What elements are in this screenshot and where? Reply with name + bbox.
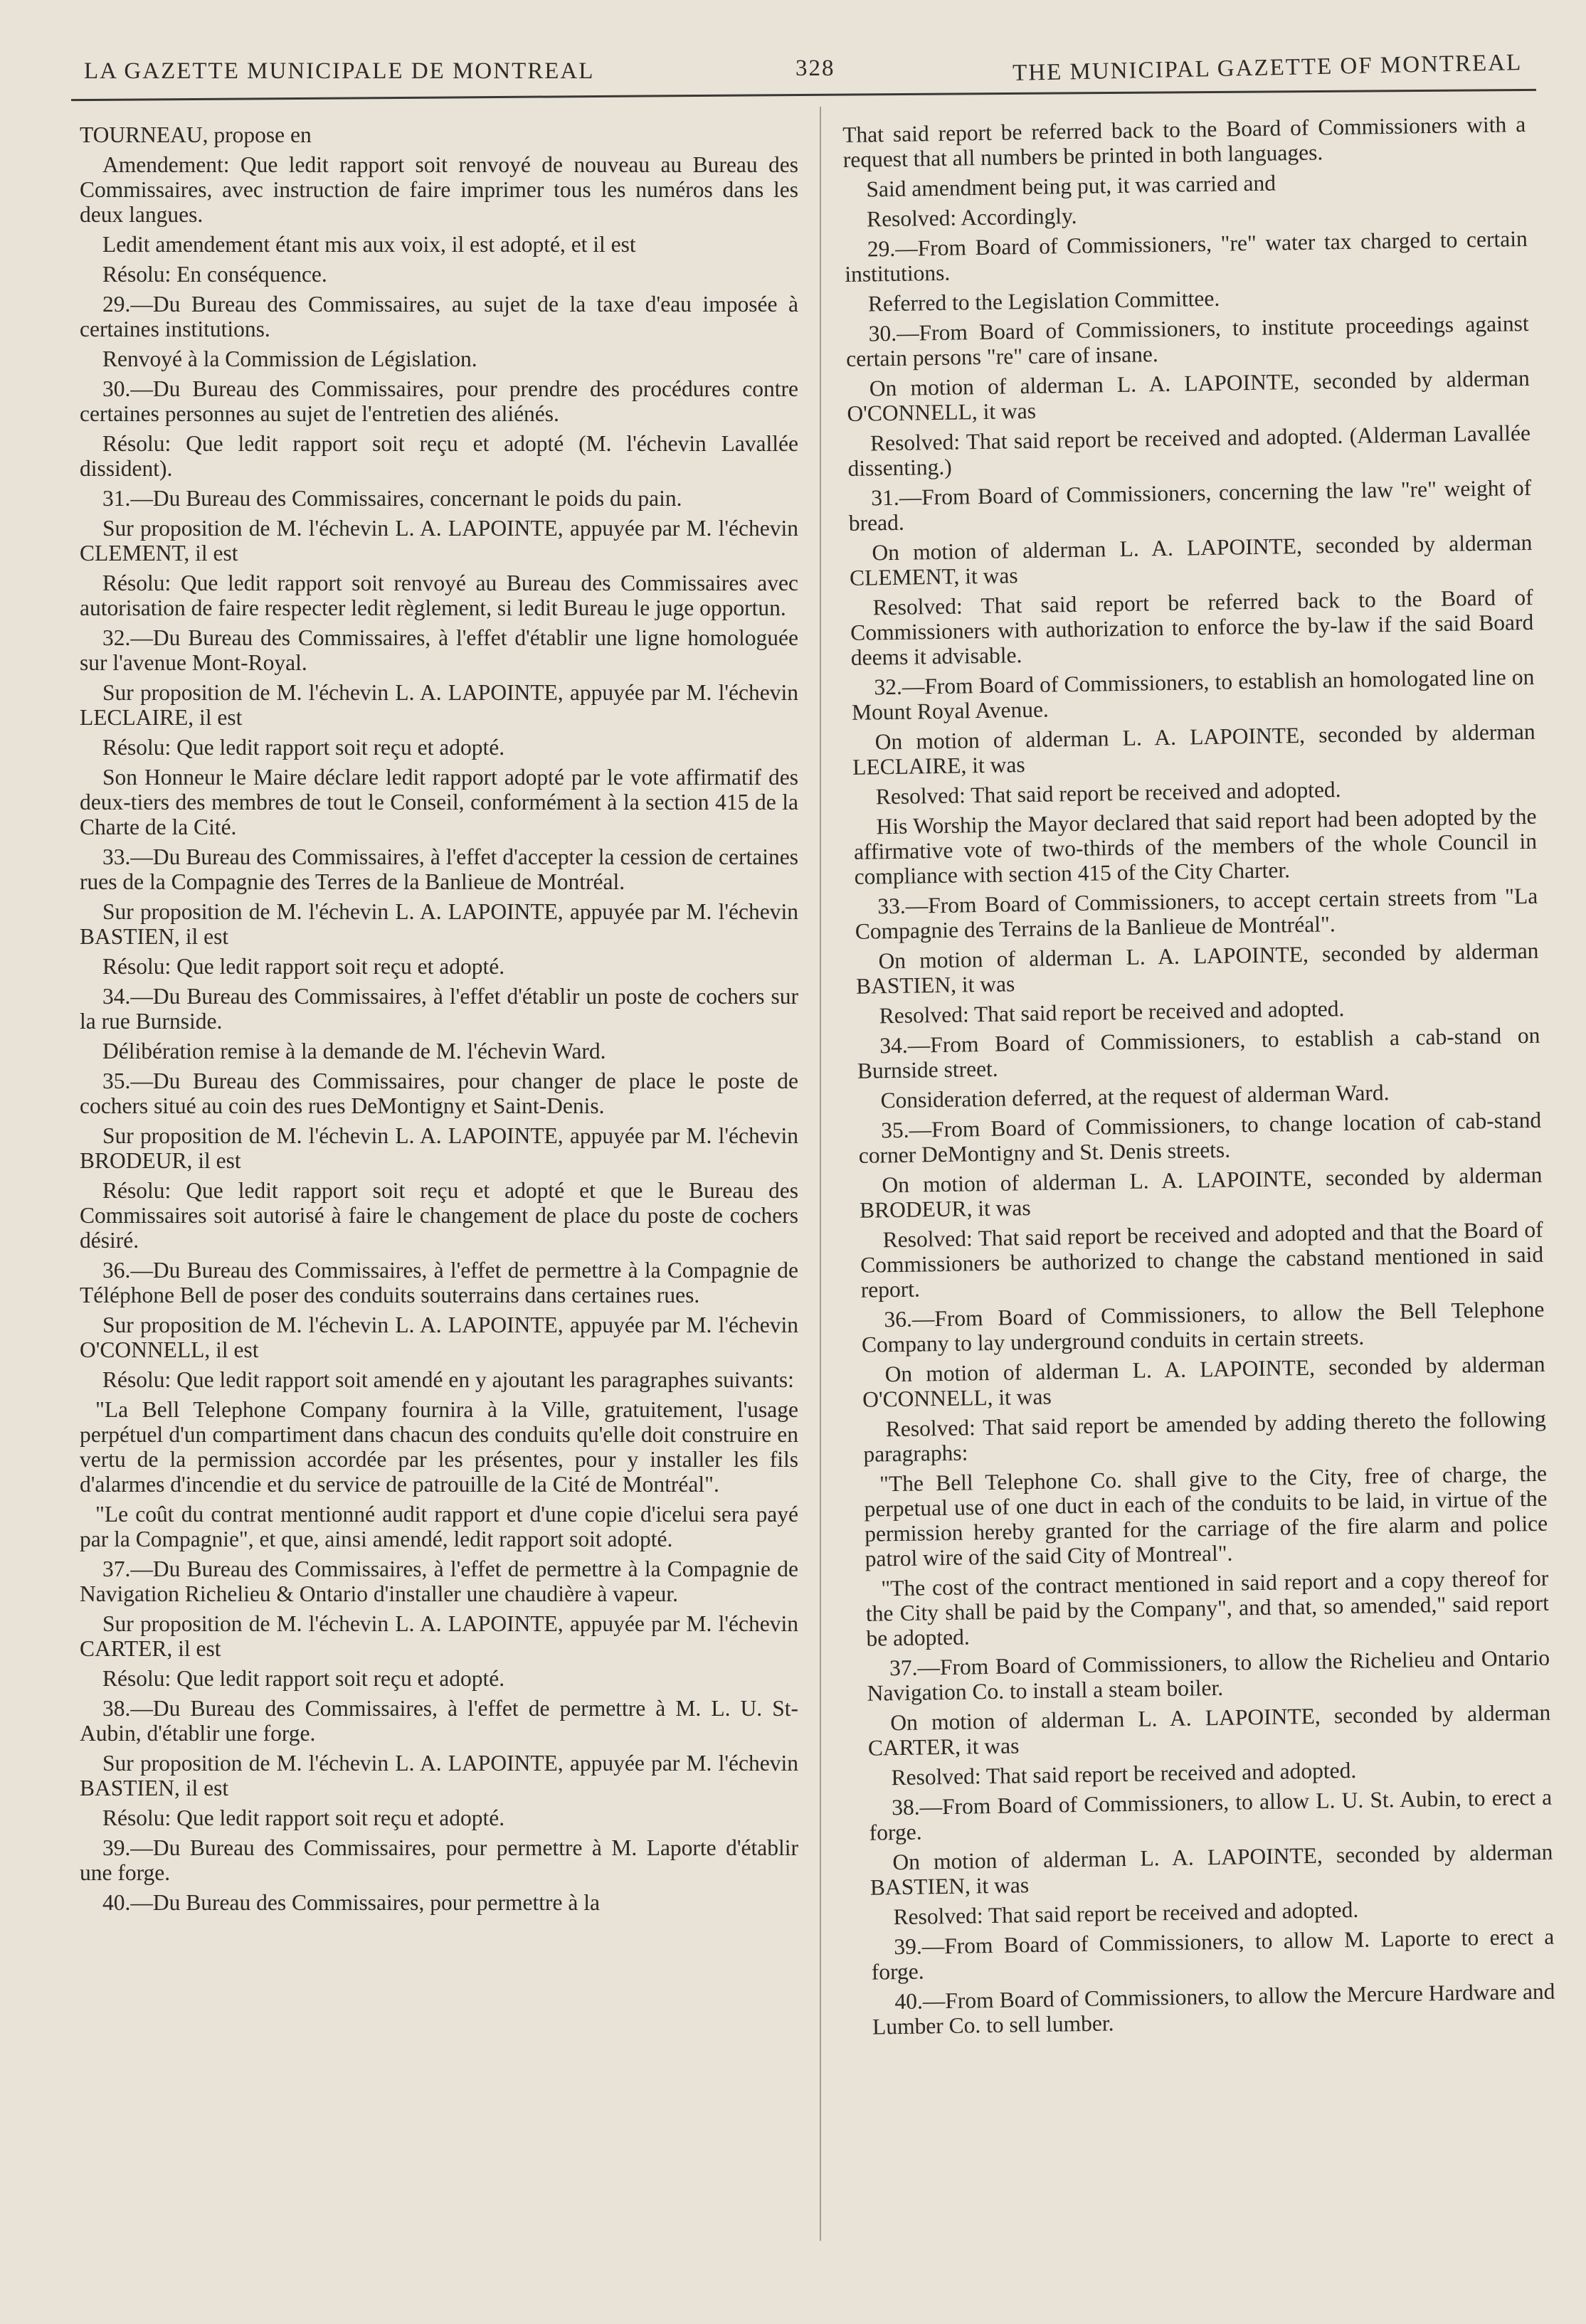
column-divider bbox=[820, 107, 821, 2241]
english-paragraph: Resolved: That said report be amended by adding thereto the following paragraphs: bbox=[863, 1406, 1547, 1467]
french-paragraph: Sur proposition de M. l'échevin L. A. LAPOINTE, appuyée par M. l'échevin BASTIEN, il est bbox=[80, 1751, 798, 1800]
english-paragraph: "The Bell Telephone Co. shall give to the City, free of charge, the perpetual use of one duct in each of the conduits to be laid, in virtue of the permission hereby granted for the carriage of the fire alarm and police patrol wire of the said City of Montreal". bbox=[864, 1460, 1548, 1571]
french-paragraph: Résolu: Que ledit rapport soit reçu et adopté. bbox=[102, 735, 505, 760]
french-paragraph: 39.—Du Bureau des Commissaires, pour permettre à M. Laporte d'établir une forge. bbox=[80, 1835, 798, 1885]
french-paragraph: Résolu: Que ledit rapport soit amendé en y ajoutant les paragraphes suivants: bbox=[102, 1367, 794, 1392]
english-paragraph: On motion of alderman L. A. LAPOINTE, seconded by alderman BASTIEN, it was bbox=[869, 1839, 1553, 1900]
english-paragraph: 40.—From Board of Commissioners, to allow the Mercure Hardware and Lumber Co. to sell lumber. bbox=[872, 1978, 1555, 2039]
english-paragraph: Resolved: Accordingly. bbox=[866, 203, 1077, 232]
french-paragraph: Résolu: En conséquence. bbox=[102, 262, 327, 287]
english-paragraph: Resolved: That said report be received and adopted. bbox=[893, 1896, 1359, 1930]
english-paragraph: Consideration deferred, at the request of alderman Ward. bbox=[880, 1080, 1390, 1113]
english-paragraph: On motion of alderman L. A. LAPOINTE, seconded by alderman CLEMENT, it was bbox=[849, 529, 1533, 590]
header-title-english: THE MUNICIPAL GAZETTE OF MONTREAL bbox=[1012, 50, 1523, 86]
french-column bbox=[80, 122, 798, 1920]
french-paragraph: "Le coût du contrat mentionné audit rapport et d'une copie d'icelui sera payé par la Compagnie", et que, ainsi amendé, ledit rapport soit adopté. bbox=[80, 1502, 798, 1551]
english-paragraph: 32.—From Board of Commissioners, to establish an homologated line on Mount Royal Avenue. bbox=[851, 664, 1535, 725]
french-paragraph: Résolu: Que ledit rapport soit reçu et adopté (M. l'échevin Lavallée dissident). bbox=[80, 431, 798, 481]
french-paragraph: 37.—Du Bureau des Commissaires, à l'effet de permettre à la Compagnie de Navigation Richelieu & Ontario d'installer une chaudière à vapeur. bbox=[80, 1556, 798, 1606]
english-paragraph: 37.—From Board of Commissioners, to allow the Richelieu and Ontario Navigation Co. to install a steam boiler. bbox=[867, 1645, 1550, 1706]
french-paragraph: Sur proposition de M. l'échevin L. A. LAPOINTE, appuyée par M. l'échevin BASTIEN, il est bbox=[80, 899, 798, 949]
english-paragraph: 29.—From Board of Commissioners, "re" water tax charged to certain institutions. bbox=[845, 225, 1528, 287]
french-paragraph: Amendement: Que ledit rapport soit renvoyé de nouveau au Bureau des Commissaires, avec instruction de faire imprimer tous les numéros dans les deux langues. bbox=[80, 152, 798, 227]
french-paragraph: Sur proposition de M. l'échevin L. A. LAPOINTE, appuyée par M. l'échevin BRODEUR, il est bbox=[80, 1123, 798, 1173]
english-paragraph: Resolved: That said report be received and adopted. bbox=[875, 777, 1341, 810]
french-paragraph: TOURNEAU, propose en bbox=[80, 122, 312, 147]
french-paragraph: 38.—Du Bureau des Commissaires, à l'effet de permettre à M. L. U. St-Aubin, d'établir une forge. bbox=[80, 1696, 798, 1746]
french-paragraph: Sur proposition de M. l'échevin L. A. LAPOINTE, appuyée par M. l'échevin O'CONNELL, il est bbox=[80, 1312, 798, 1362]
english-paragraph: On motion of alderman L. A. LAPOINTE, seconded by alderman O'CONNELL, it was bbox=[847, 365, 1531, 426]
english-paragraph: 36.—From Board of Commissioners, to allow the Bell Telephone Company to lay underground conduits in certain streets. bbox=[861, 1296, 1545, 1357]
french-paragraph: Son Honneur le Maire déclare ledit rapport adopté par le vote affirmatif des deux-tiers des membres de tout le Conseil, conformément à la section 415 de la Charte de la Cité. bbox=[80, 765, 798, 839]
french-paragraph: 29.—Du Bureau des Commissaires, au sujet de la taxe d'eau imposée à certaines institutions. bbox=[80, 292, 798, 341]
header-rule bbox=[71, 89, 1536, 101]
french-paragraph: Sur proposition de M. l'échevin L. A. LAPOINTE, appuyée par M. l'échevin LECLAIRE, il est bbox=[80, 680, 798, 730]
english-paragraph: On motion of alderman L. A. LAPOINTE, seconded by alderman BRODEUR, it was bbox=[859, 1162, 1543, 1223]
english-paragraph: That said report be referred back to the Board of Commissioners with a request that all numbers be printed in both languages. bbox=[842, 111, 1526, 172]
english-paragraph: 38.—From Board of Commissioners, to allow L. U. St. Aubin, to erect a forge. bbox=[869, 1784, 1553, 1845]
french-paragraph: 36.—Du Bureau des Commissaires, à l'effet de permettre à la Compagnie de Téléphone Bell de poser des conduits souterrains dans certaines rues. bbox=[80, 1258, 798, 1307]
french-paragraph: 35.—Du Bureau des Commissaires, pour changer de place le poste de cochers situé au coin des rues DeMontigny et Saint-Denis. bbox=[80, 1068, 798, 1118]
french-paragraph: 31.—Du Bureau des Commissaires, concernant le poids du pain. bbox=[102, 486, 682, 511]
header-title-french: LA GAZETTE MUNICIPALE DE MONTREAL bbox=[84, 58, 595, 84]
french-paragraph: "La Bell Telephone Company fournira à la Ville, gratuitement, l'usage perpétuel d'un compartiment dans chacun des conduits qu'elle doit construire en vertu de la permission accordée par les présentes, pour y installer les fils d'alarmes d'incendie et du service de patrouille de la Cité de Montréal". bbox=[80, 1397, 798, 1497]
french-paragraph: Résolu: Que ledit rapport soit reçu et adopté. bbox=[102, 1805, 505, 1830]
english-paragraph: 35.—From Board of Commissioners, to change location of cab-stand corner DeMontigny and St. Denis streets. bbox=[858, 1107, 1542, 1168]
french-paragraph: 40.—Du Bureau des Commissaires, pour permettre à la bbox=[102, 1890, 600, 1915]
english-paragraph: "The cost of the contract mentioned in said report and a copy thereof for the City shall be paid by the Company", and that, so amended," said report be adopted. bbox=[865, 1565, 1550, 1651]
french-paragraph: Résolu: Que ledit rapport soit renvoyé au Bureau des Commissaires avec autorisation de faire respecter ledit règlement, si ledit Bureau le juge opportun. bbox=[80, 571, 798, 620]
english-paragraph: On motion of alderman L. A. LAPOINTE, seconded by alderman BASTIEN, it was bbox=[855, 938, 1539, 999]
english-paragraph: On motion of alderman L. A. LAPOINTE, seconded by alderman O'CONNELL, it was bbox=[862, 1351, 1545, 1412]
english-paragraph: 39.—From Board of Commissioners, to allow M. Laporte to erect a forge. bbox=[871, 1924, 1555, 1985]
french-paragraph: Ledit amendement étant mis aux voix, il est adopté, et il est bbox=[102, 232, 636, 257]
french-paragraph: 33.—Du Bureau des Commissaires, à l'effet d'accepter la cession de certaines rues de la Compagnie des Terres de la Banlieue de Montréal. bbox=[80, 844, 798, 894]
english-paragraph: His Worship the Mayor declared that said report had been adopted by the affirmative vote of two-thirds of the members of the whole Council in compliance with section 415 of the City Charter. bbox=[853, 803, 1538, 889]
english-column bbox=[842, 112, 1555, 2044]
english-paragraph: 31.—From Board of Commissioners, concerning the law "re" weight of bread. bbox=[848, 474, 1532, 536]
french-paragraph: Délibération remise à la demande de M. l'échevin Ward. bbox=[102, 1039, 606, 1063]
page-header bbox=[84, 46, 1522, 88]
french-paragraph: Sur proposition de M. l'échevin L. A. LAPOINTE, appuyée par M. l'échevin CLEMENT, il est bbox=[80, 516, 798, 566]
english-paragraph: Resolved: That said report be received and adopted. bbox=[879, 996, 1345, 1029]
french-paragraph: Résolu: Que ledit rapport soit reçu et adopté. bbox=[102, 1666, 505, 1691]
page-number: 328 bbox=[795, 55, 835, 81]
french-paragraph: Résolu: Que ledit rapport soit reçu et adopté. bbox=[102, 954, 505, 979]
french-paragraph: Sur proposition de M. l'échevin L. A. LAPOINTE, appuyée par M. l'échevin CARTER, il est bbox=[80, 1611, 798, 1661]
english-paragraph: On motion of alderman L. A. LAPOINTE, seconded by alderman CARTER, it was bbox=[867, 1699, 1551, 1761]
english-paragraph: Referred to the Legislation Committee. bbox=[867, 285, 1220, 317]
english-paragraph: Resolved: That said report be referred back to the Board of Commissioners with authorization to enforce the by-law if the said Board deems it advisable. bbox=[850, 584, 1534, 670]
english-paragraph: 34.—From Board of Commissioners, to establish a cab-stand on Burnside street. bbox=[857, 1022, 1540, 1083]
english-paragraph: Said amendment being put, it was carried and bbox=[866, 170, 1276, 202]
french-paragraph: 32.—Du Bureau des Commissaires, à l'effet d'établir une ligne homologuée sur l'avenue Mont-Royal. bbox=[80, 625, 798, 675]
english-paragraph: 30.—From Board of Commissioners, to institute proceedings against certain persons "re" care of insane. bbox=[845, 310, 1529, 371]
english-paragraph: Resolved: That said report be received and adopted. bbox=[891, 1757, 1357, 1790]
french-paragraph: Résolu: Que ledit rapport soit reçu et adopté et que le Bureau des Commissaires soit autorisé à faire le changement de place du poste de cochers désiré. bbox=[80, 1178, 798, 1253]
english-paragraph: Resolved: That said report be received and adopted. (Alderman Lavallée dissenting.) bbox=[847, 420, 1531, 481]
english-paragraph: On motion of alderman L. A. LAPOINTE, seconded by alderman LECLAIRE, it was bbox=[852, 718, 1535, 780]
french-paragraph: Renvoyé à la Commission de Législation. bbox=[102, 346, 477, 371]
english-paragraph: Resolved: That said report be received and adopted and that the Board of Commissioners be authorized to change the cabstand mentioned in said report. bbox=[860, 1216, 1544, 1302]
french-paragraph: 34.—Du Bureau des Commissaires, à l'effet d'établir un poste de cochers sur la rue Burnside. bbox=[80, 984, 798, 1034]
french-paragraph: 30.—Du Bureau des Commissaires, pour prendre des procédures contre certaines personnes au sujet de l'entretien des aliénés. bbox=[80, 376, 798, 426]
english-paragraph: 33.—From Board of Commissioners, to accept certain streets from "La Compagnie des Terrains de la Banlieue de Montréal". bbox=[855, 883, 1538, 944]
